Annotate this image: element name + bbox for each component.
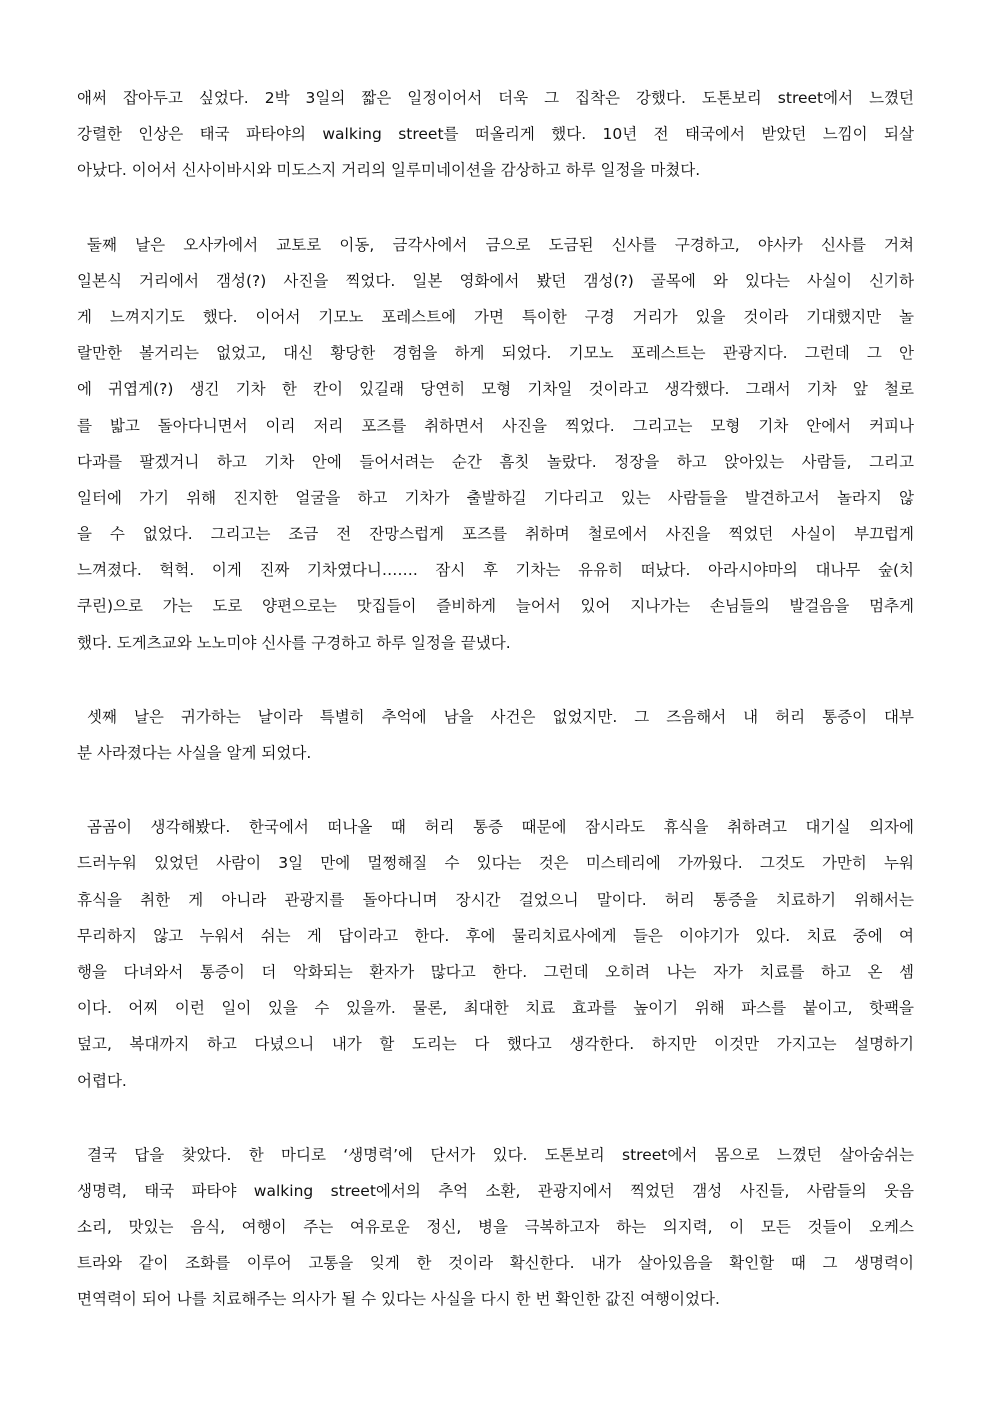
text-line: 일본식 거리에서 갬성(?) 사진을 찍었다. 일본 영화에서 봤던 갬성(?) 골목에 와 있다는 사실이 신기하 bbox=[77, 271, 914, 290]
text-line: 결국 답을 찾았다. 한 마디로 ‘생명력’에 단서가 있다. 도톤보리 street에서 몸으로 느꼈던 살아숨쉬는 bbox=[87, 1145, 914, 1164]
paragraph-5 bbox=[77, 1137, 914, 1318]
text-line: 행을 다녀와서 통증이 더 악화되는 환자가 많다고 한다. 그런데 오히려 나는 자가 치료를 하고 온 셈 bbox=[77, 962, 914, 981]
text-line: 곰곰이 생각해봤다. 한국에서 떠나올 때 허리 통증 때문에 잠시라도 휴식을 취하려고 대기실 의자에 bbox=[87, 818, 914, 837]
text-line: 드러누워 있었던 사람이 3일 만에 멀쩡해질 수 있다는 것은 미스테리에 가까웠다. 그것도 가만히 누워 bbox=[77, 854, 914, 873]
text-line: 을 수 없었다. 그리고는 조금 전 잔망스럽게 포즈를 취하며 철로에서 사진을 찍었던 사실이 부끄럽게 bbox=[77, 525, 914, 544]
paragraph-4 bbox=[77, 809, 914, 1099]
paragraph-2 bbox=[77, 227, 914, 661]
text-line: 아났다. 이어서 신사이바시와 미도스지 거리의 일루미네이션을 감상하고 하루 일정을 마쳤다. bbox=[77, 161, 701, 180]
document-page bbox=[77, 80, 914, 1356]
text-line: 랄만한 볼거리는 없었고, 대신 황당한 경험을 하게 되었다. 기모노 포레스트는 관광지다. 그런데 그 안 bbox=[77, 344, 914, 363]
text-line: 덮고, 복대까지 하고 다녔으니 내가 할 도리는 다 했다고 생각한다. 하지만 이것만 가지고는 설명하기 bbox=[77, 1035, 914, 1054]
text-line: 셋째 날은 귀가하는 날이라 특별히 추억에 남을 사건은 없었지만. 그 즈음해서 내 허리 통증이 대부 bbox=[87, 707, 914, 726]
text-line: 를 밟고 돌아다니면서 이리 저리 포즈를 취하면서 사진을 찍었다. 그리고는 모형 기차 안에서 커피나 bbox=[77, 416, 914, 435]
text-line: 쿠린)으로 가는 도로 양편으로는 맛집들이 즐비하게 늘어서 있어 지나가는 손님들의 발걸음을 멈추게 bbox=[77, 597, 914, 616]
text-line: 게 느껴지기도 했다. 이어서 기모노 포레스트에 가면 특이한 구경 거리가 있을 것이라 기대했지만 놀 bbox=[77, 307, 914, 326]
text-line: 일터에 가기 위해 진지한 얼굴을 하고 기차가 출발하길 기다리고 있는 사람들을 발견하고서 놀라지 않 bbox=[77, 488, 914, 507]
text-line: 다과를 팔겠거니 하고 기차 안에 들어서려는 순간 흠칫 놀랐다. 정장을 하고 앉아있는 사람들, 그리고 bbox=[77, 452, 914, 471]
text-line: 휴식을 취한 게 아니라 관광지를 돌아다니며 장시간 걸었으니 말이다. 허리 통증을 치료하기 위해서는 bbox=[77, 890, 914, 909]
paragraph-3 bbox=[77, 699, 914, 771]
text-line: 어렵다. bbox=[77, 1071, 127, 1090]
text-line: 분 사라졌다는 사실을 알게 되었다. bbox=[77, 744, 312, 762]
text-line: 했다. 도게츠교와 노노미야 신사를 구경하고 하루 일정을 끝냈다. bbox=[77, 633, 511, 652]
text-line: 애써 잡아두고 싶었다. 2박 3일의 짧은 일정이어서 더욱 그 집착은 강했다. 도톤보리 street에서 느꼈던 bbox=[77, 89, 914, 107]
text-line: 소리, 맛있는 음식, 여행이 주는 여유로운 정신, 병을 극복하고자 하는 의지력, 이 모든 것들이 오케스 bbox=[77, 1218, 914, 1237]
text-line: 트라와 같이 조화를 이루어 고통을 잊게 한 것이라 확신한다. 내가 살아있음을 확인할 때 그 생명력이 bbox=[77, 1254, 914, 1273]
text-line: 느껴졌다. 헉헉. 이게 진짜 기차였다니……. 잠시 후 기차는 유유히 떠났다. 아라시야마의 대나무 숲(치 bbox=[77, 561, 914, 580]
text-line: 둘째 날은 오사카에서 교토로 이동, 금각사에서 금으로 도금된 신사를 구경하고, 야사카 신사를 거쳐 bbox=[87, 235, 914, 254]
text-line: 이다. 어찌 이런 일이 있을 수 있을까. 물론, 최대한 치료 효과를 높이기 위해 파스를 붙이고, 핫팩을 bbox=[77, 999, 914, 1018]
text-line: 면역력이 되어 나를 치료해주는 의사가 될 수 있다는 사실을 다시 한 번 확인한 값진 여행이었다. bbox=[77, 1290, 720, 1309]
text-line: 무리하지 않고 누워서 쉬는 게 답이라고 한다. 후에 물리치료사에게 들은 이야기가 있다. 치료 중에 여 bbox=[77, 926, 914, 945]
paragraph-1 bbox=[77, 80, 914, 189]
text-line: 에 귀엽게(?) 생긴 기차 한 칸이 있길래 당연히 모형 기차일 것이라고 생각했다. 그래서 기차 앞 철로 bbox=[77, 380, 914, 399]
text-line: 강렬한 인상은 태국 파타야의 walking street를 떠올리게 했다. 10년 전 태국에서 받았던 느낌이 되살 bbox=[77, 125, 914, 144]
text-line: 생명력, 태국 파타야 walking street에서의 추억 소환, 관광지에서 찍었던 갬성 사진들, 사람들의 웃음 bbox=[77, 1181, 914, 1200]
